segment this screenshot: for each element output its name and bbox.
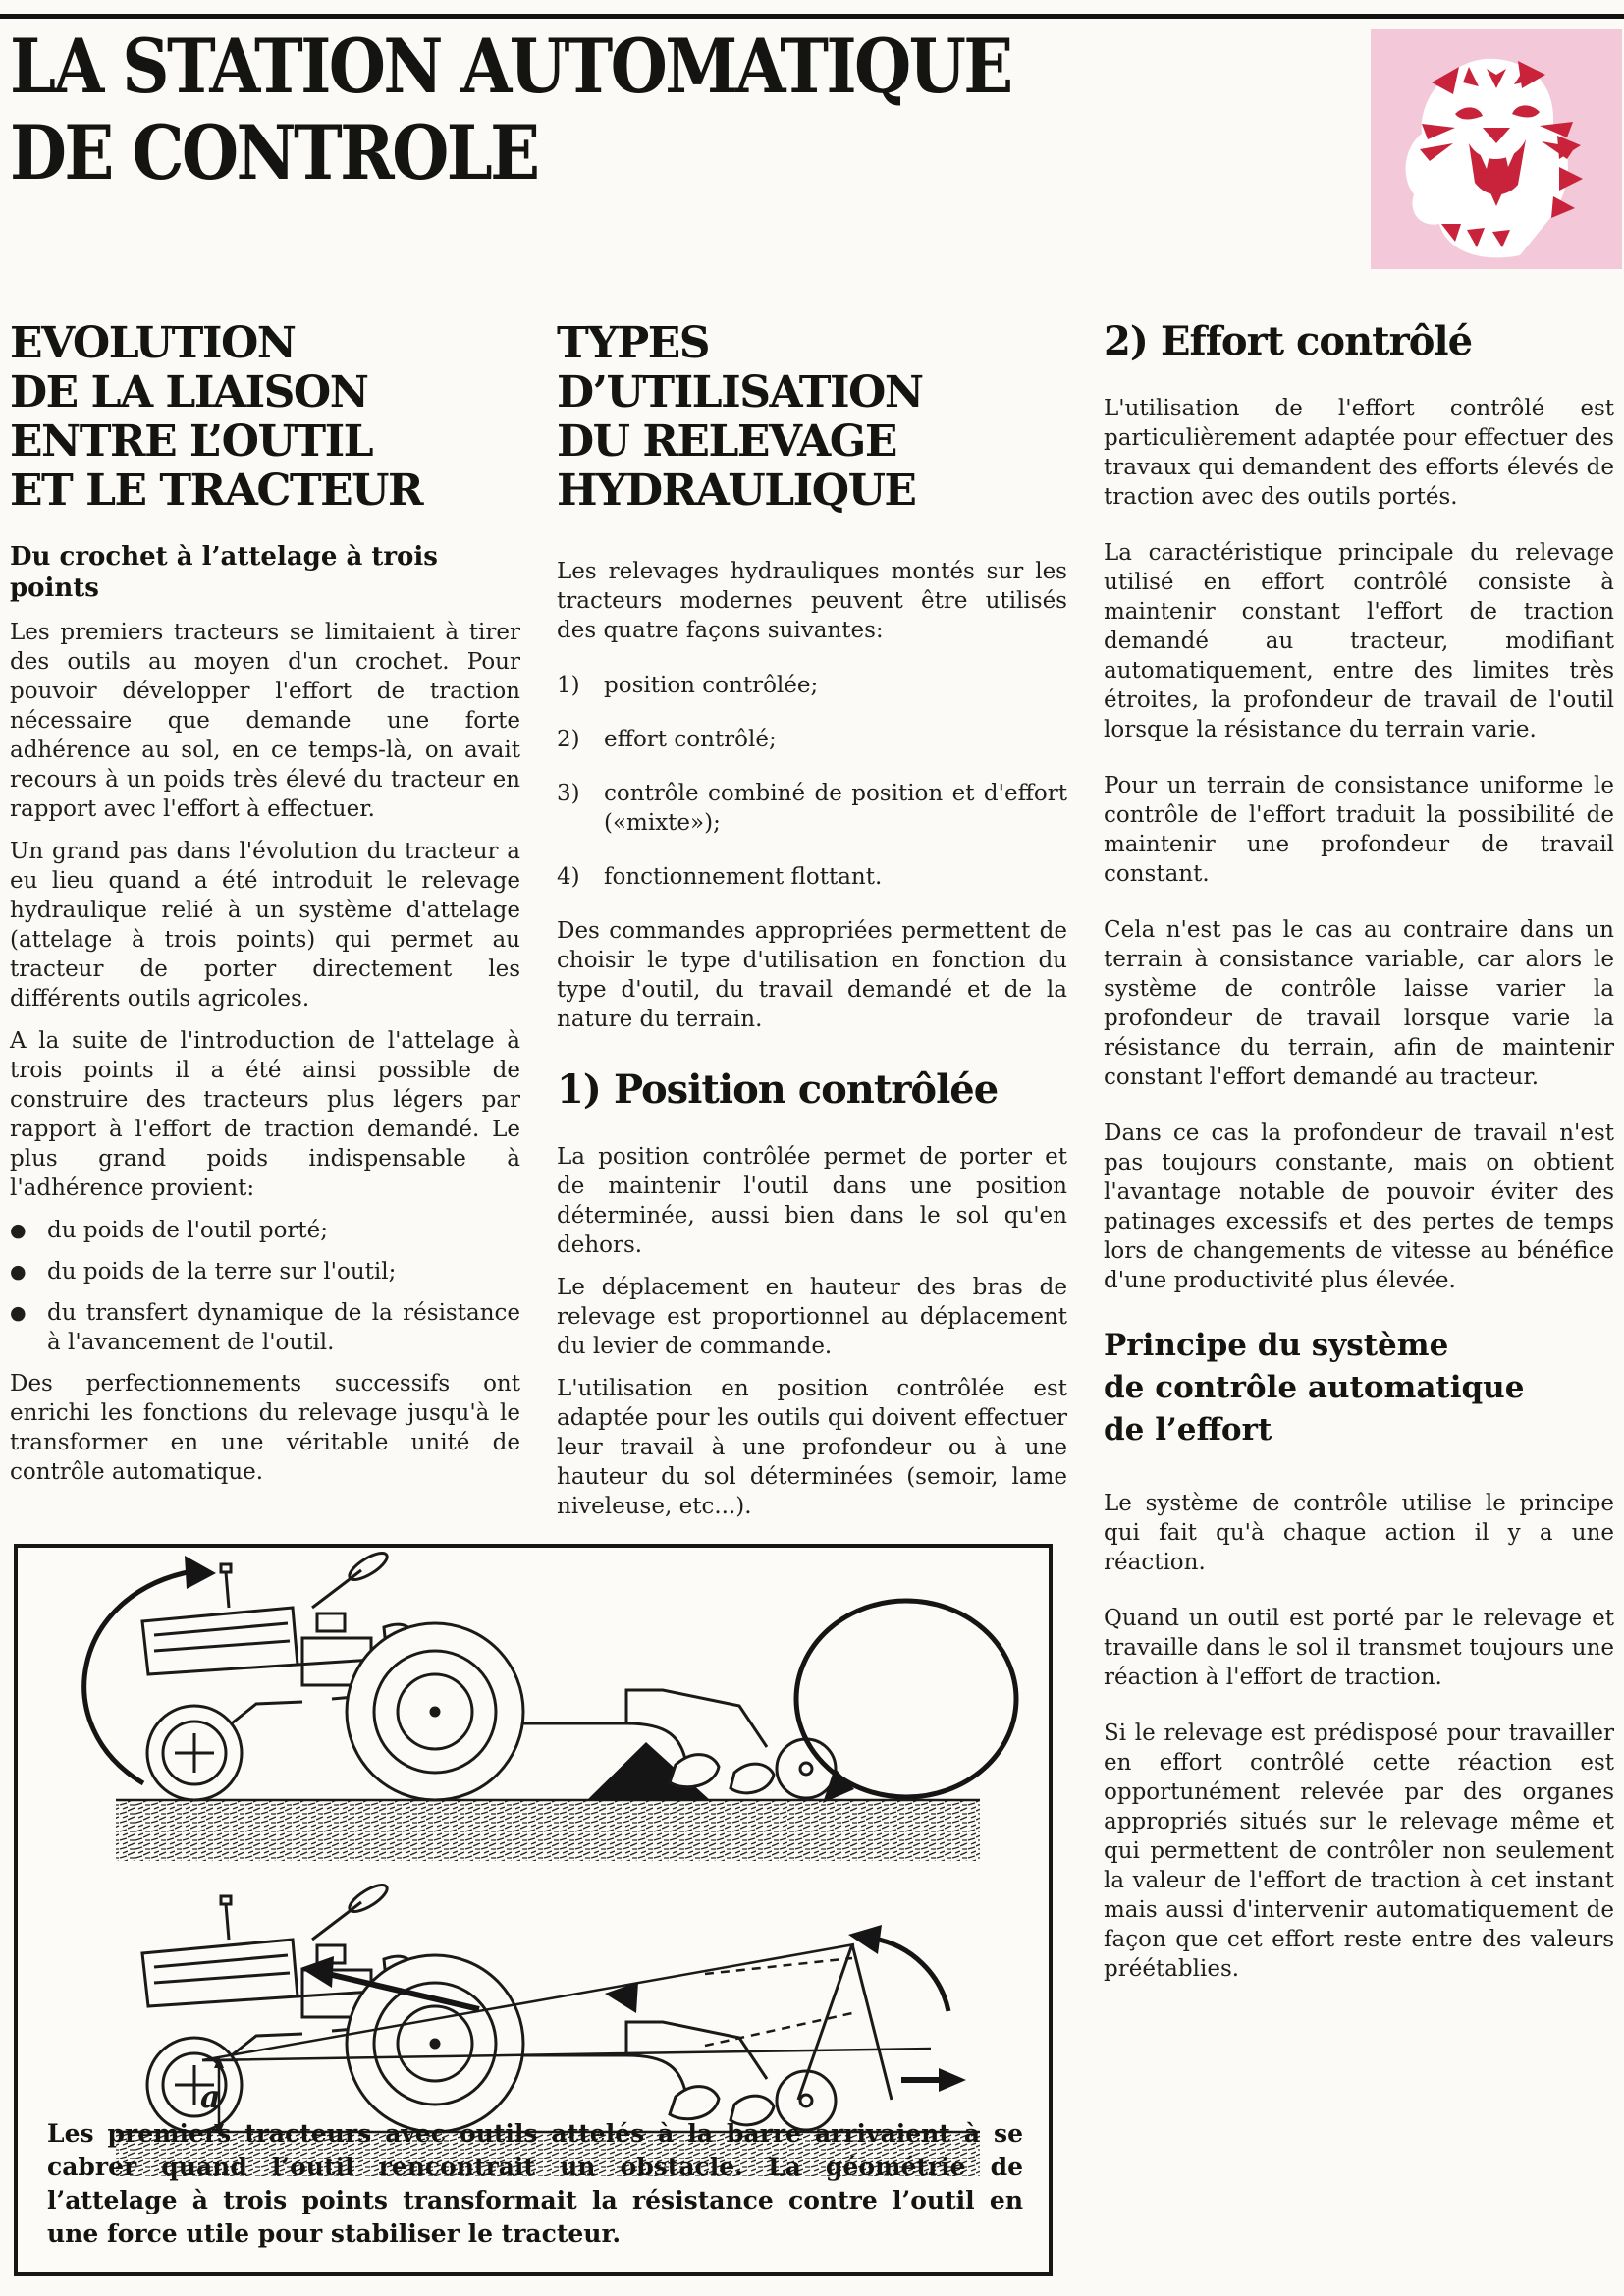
paragraph: Pour un terrain de consistance uniforme le contrôle de l'effort traduit la possibilité de maintenir une profondeur de travail constant.: [1104, 773, 1614, 887]
paragraph: La caractéristique principale du relevage utilisé en effort contrôlé consiste à maintenir constant l'effort de traction demandé au tracteur, modifiant automatiquement, entre des limites très étroites, la profondeur de travail de l'outil lorsque la résistance du terrain varie.: [1104, 540, 1614, 742]
heading-line: ENTRE L’OUTIL: [10, 416, 373, 466]
paragraph: Des commandes appropriées permettent de choisir le type d'utilisation en fonction du type d'outil, du travail demandé et de la nature du terrain.: [557, 918, 1067, 1032]
item-text: fonctionnement flottant.: [604, 864, 883, 890]
subheading-principe: [1104, 1325, 1614, 1451]
page-title-line-2: DE CONTROLE: [10, 109, 538, 196]
numbered-item: [557, 671, 1067, 700]
column-types-utilisation: [557, 319, 1067, 1534]
section-heading-effort-controle: [1104, 319, 1614, 364]
item-number: 3): [557, 781, 580, 806]
tiger-logo-box: [1371, 29, 1622, 269]
bullet-item: [10, 1257, 520, 1286]
heading-text: Position contrôlée: [614, 1066, 999, 1113]
paragraph: L'utilisation de l'effort contrôlé est particulièrement adaptée pour effectuer des travaux qui demandent des efforts élevés de traction avec des outils portés.: [1104, 396, 1614, 510]
heading-line: de contrôle automatique: [1104, 1370, 1525, 1405]
heading-number: 1): [557, 1066, 601, 1113]
paragraph: Des perfectionnements successifs ont enrichi les fonctions du relevage jusqu'à le transformer en une véritable unité de contrôle automatique.: [10, 1371, 520, 1485]
column-effort-controle: [1104, 319, 1614, 2010]
section-heading-evolution: [10, 319, 520, 516]
subheading-crochet: Du crochet à l’attelage à trois points: [10, 542, 438, 603]
item-text: position contrôlée;: [604, 673, 819, 698]
item-text: contrôle combiné de position et d'effort («mixte»);: [604, 781, 1067, 836]
bullet-text: du poids de la terre sur l'outil;: [47, 1259, 397, 1285]
figure-caption: Les premiers tracteurs avec outils attelés à la barre arrivaient à se cabrer quand l’outil rencontrait un obstacle. La géométrie de l’attelage à trois points transformait la résistance contre l’outil en une force utile pour stabiliser le tracteur.: [47, 2119, 1023, 2248]
dimension-label-a: a: [200, 2078, 221, 2115]
bullet-item: [10, 1216, 520, 1245]
numbered-item: [557, 779, 1067, 838]
paragraph: Le déplacement en hauteur des bras de relevage est proportionnel au déplacement du levier de commande.: [557, 1275, 1067, 1359]
bullet-text: du poids de l'outil porté;: [47, 1218, 329, 1243]
section-heading-position-controlee: [557, 1067, 1067, 1113]
top-rule: [0, 14, 1624, 19]
item-number: 4): [557, 864, 580, 890]
page-title-line-1: LA STATION AUTOMATIQUE: [10, 23, 1011, 110]
heading-line: TYPES D’UTILISATION: [557, 318, 923, 417]
heading-line: EVOLUTION: [10, 318, 296, 368]
heading-text: Effort contrôlé: [1161, 318, 1473, 364]
paragraph: Quand un outil est porté par le relevage et travaille dans le sol il transmet toujours une réaction à l'effort de traction.: [1104, 1606, 1614, 1690]
item-number: 2): [557, 727, 580, 752]
tractor-drawing-bottom: [142, 1881, 836, 2132]
figure-tractors: [14, 1544, 1053, 2276]
item-text: effort contrôlé;: [604, 727, 777, 752]
heading-number: 2): [1104, 318, 1148, 364]
bullet-icon: ●: [10, 1261, 27, 1283]
numbered-item: [557, 725, 1067, 754]
heading-line: de l’effort: [1104, 1412, 1272, 1448]
implement-curl-arrow-icon: [874, 1939, 948, 2011]
item-number: 1): [557, 673, 580, 698]
bullet-icon: ●: [10, 1220, 27, 1241]
bullet-item: [10, 1298, 520, 1357]
paragraph: La position contrôlée permet de porter et de maintenir l'outil dans une position déterminée, aussi bien dans le sol qu'en dehors.: [557, 1144, 1067, 1258]
paragraph: Un grand pas dans l'évolution du tracteur a eu lieu quand a été introduit le relevage hydraulique relié à un système d'attelage (attelage à trois points) qui permet au tracteur de porter directement les différents outils agricoles.: [10, 839, 520, 1011]
paragraph: Dans ce cas la profondeur de travail n'est pas toujours constante, mais on obtient l'avantage notable de pouvoir éviter des patinages excessifs et des pertes de temps lors de changements de vitesse au bénéfice d'une productivité plus élevée.: [1104, 1121, 1614, 1293]
page-title: [10, 24, 1011, 196]
column-evolution: [10, 319, 520, 1500]
section-heading-types: [557, 319, 1067, 516]
paragraph: Si le relevage est prédisposé pour travailler en effort contrôlé cette réaction est opportunément relevée par des organes appropriés situés sur le relevage même et qui permettent de contrôler non seulement la valeur de l'effort de traction à cet instant mais aussi d'intervenir automatiquement de façon que cet effort reste entre des valeurs préétablies.: [1104, 1721, 1614, 1982]
heading-line: DE LA LIAISON: [10, 367, 368, 417]
paragraph: L'utilisation en position contrôlée est adaptée pour les outils qui doivent effectuer leur travail à une profondeur ou à une hauteur du sol déterminées (semoir, lame niveleuse, etc...).: [557, 1376, 1067, 1519]
figure-illustration: [18, 1550, 1049, 2178]
heading-line: HYDRAULIQUE: [557, 465, 916, 516]
tractor-drawing-top: [142, 1550, 836, 1800]
paragraph: A la suite de l'introduction de l'attelage à trois points il a été ainsi possible de construire des tracteurs plus légers par rapport à l'effort de traction demandé. Le plus grand poids indispensable à l'adhérence provient:: [10, 1028, 520, 1201]
implement-rotation-arrow-icon: [796, 1601, 1016, 1797]
paragraph: Cela n'est pas le cas au contraire dans un terrain à consistance variable, car alors le système de contrôle laisse varier la profondeur de travail lorsque varie la résistance du terrain, afin de maintenir constant l'effort demandé au tracteur.: [1104, 917, 1614, 1090]
numbered-item: [557, 862, 1067, 892]
tiger-logo-icon: [1371, 29, 1622, 269]
paragraph: Les relevages hydrauliques montés sur les tracteurs modernes peuvent être utilisés des quatre façons suivantes:: [557, 559, 1067, 643]
heading-line: DU RELEVAGE: [557, 416, 896, 466]
bullet-icon: ●: [10, 1302, 27, 1324]
heading-line: ET LE TRACTEUR: [10, 465, 423, 516]
bullet-text: du transfert dynamique de la résistance à l'avancement de l'outil.: [47, 1300, 520, 1355]
heading-line: Principe du système: [1104, 1328, 1449, 1363]
soil-band-top: [116, 1800, 980, 1861]
paragraph: Les premiers tracteurs se limitaient à tirer des outils au moyen d'un crochet. Pour pouvoir développer l'effort de traction nécessaire que demande une forte adhérence au sol, en ce temps-là, on avait recours à un poids très élevé du tracteur en rapport avec l'effort à effectuer.: [10, 620, 520, 822]
paragraph: Le système de contrôle utilise le principe qui fait qu'à chaque action il y a une réaction.: [1104, 1491, 1614, 1575]
